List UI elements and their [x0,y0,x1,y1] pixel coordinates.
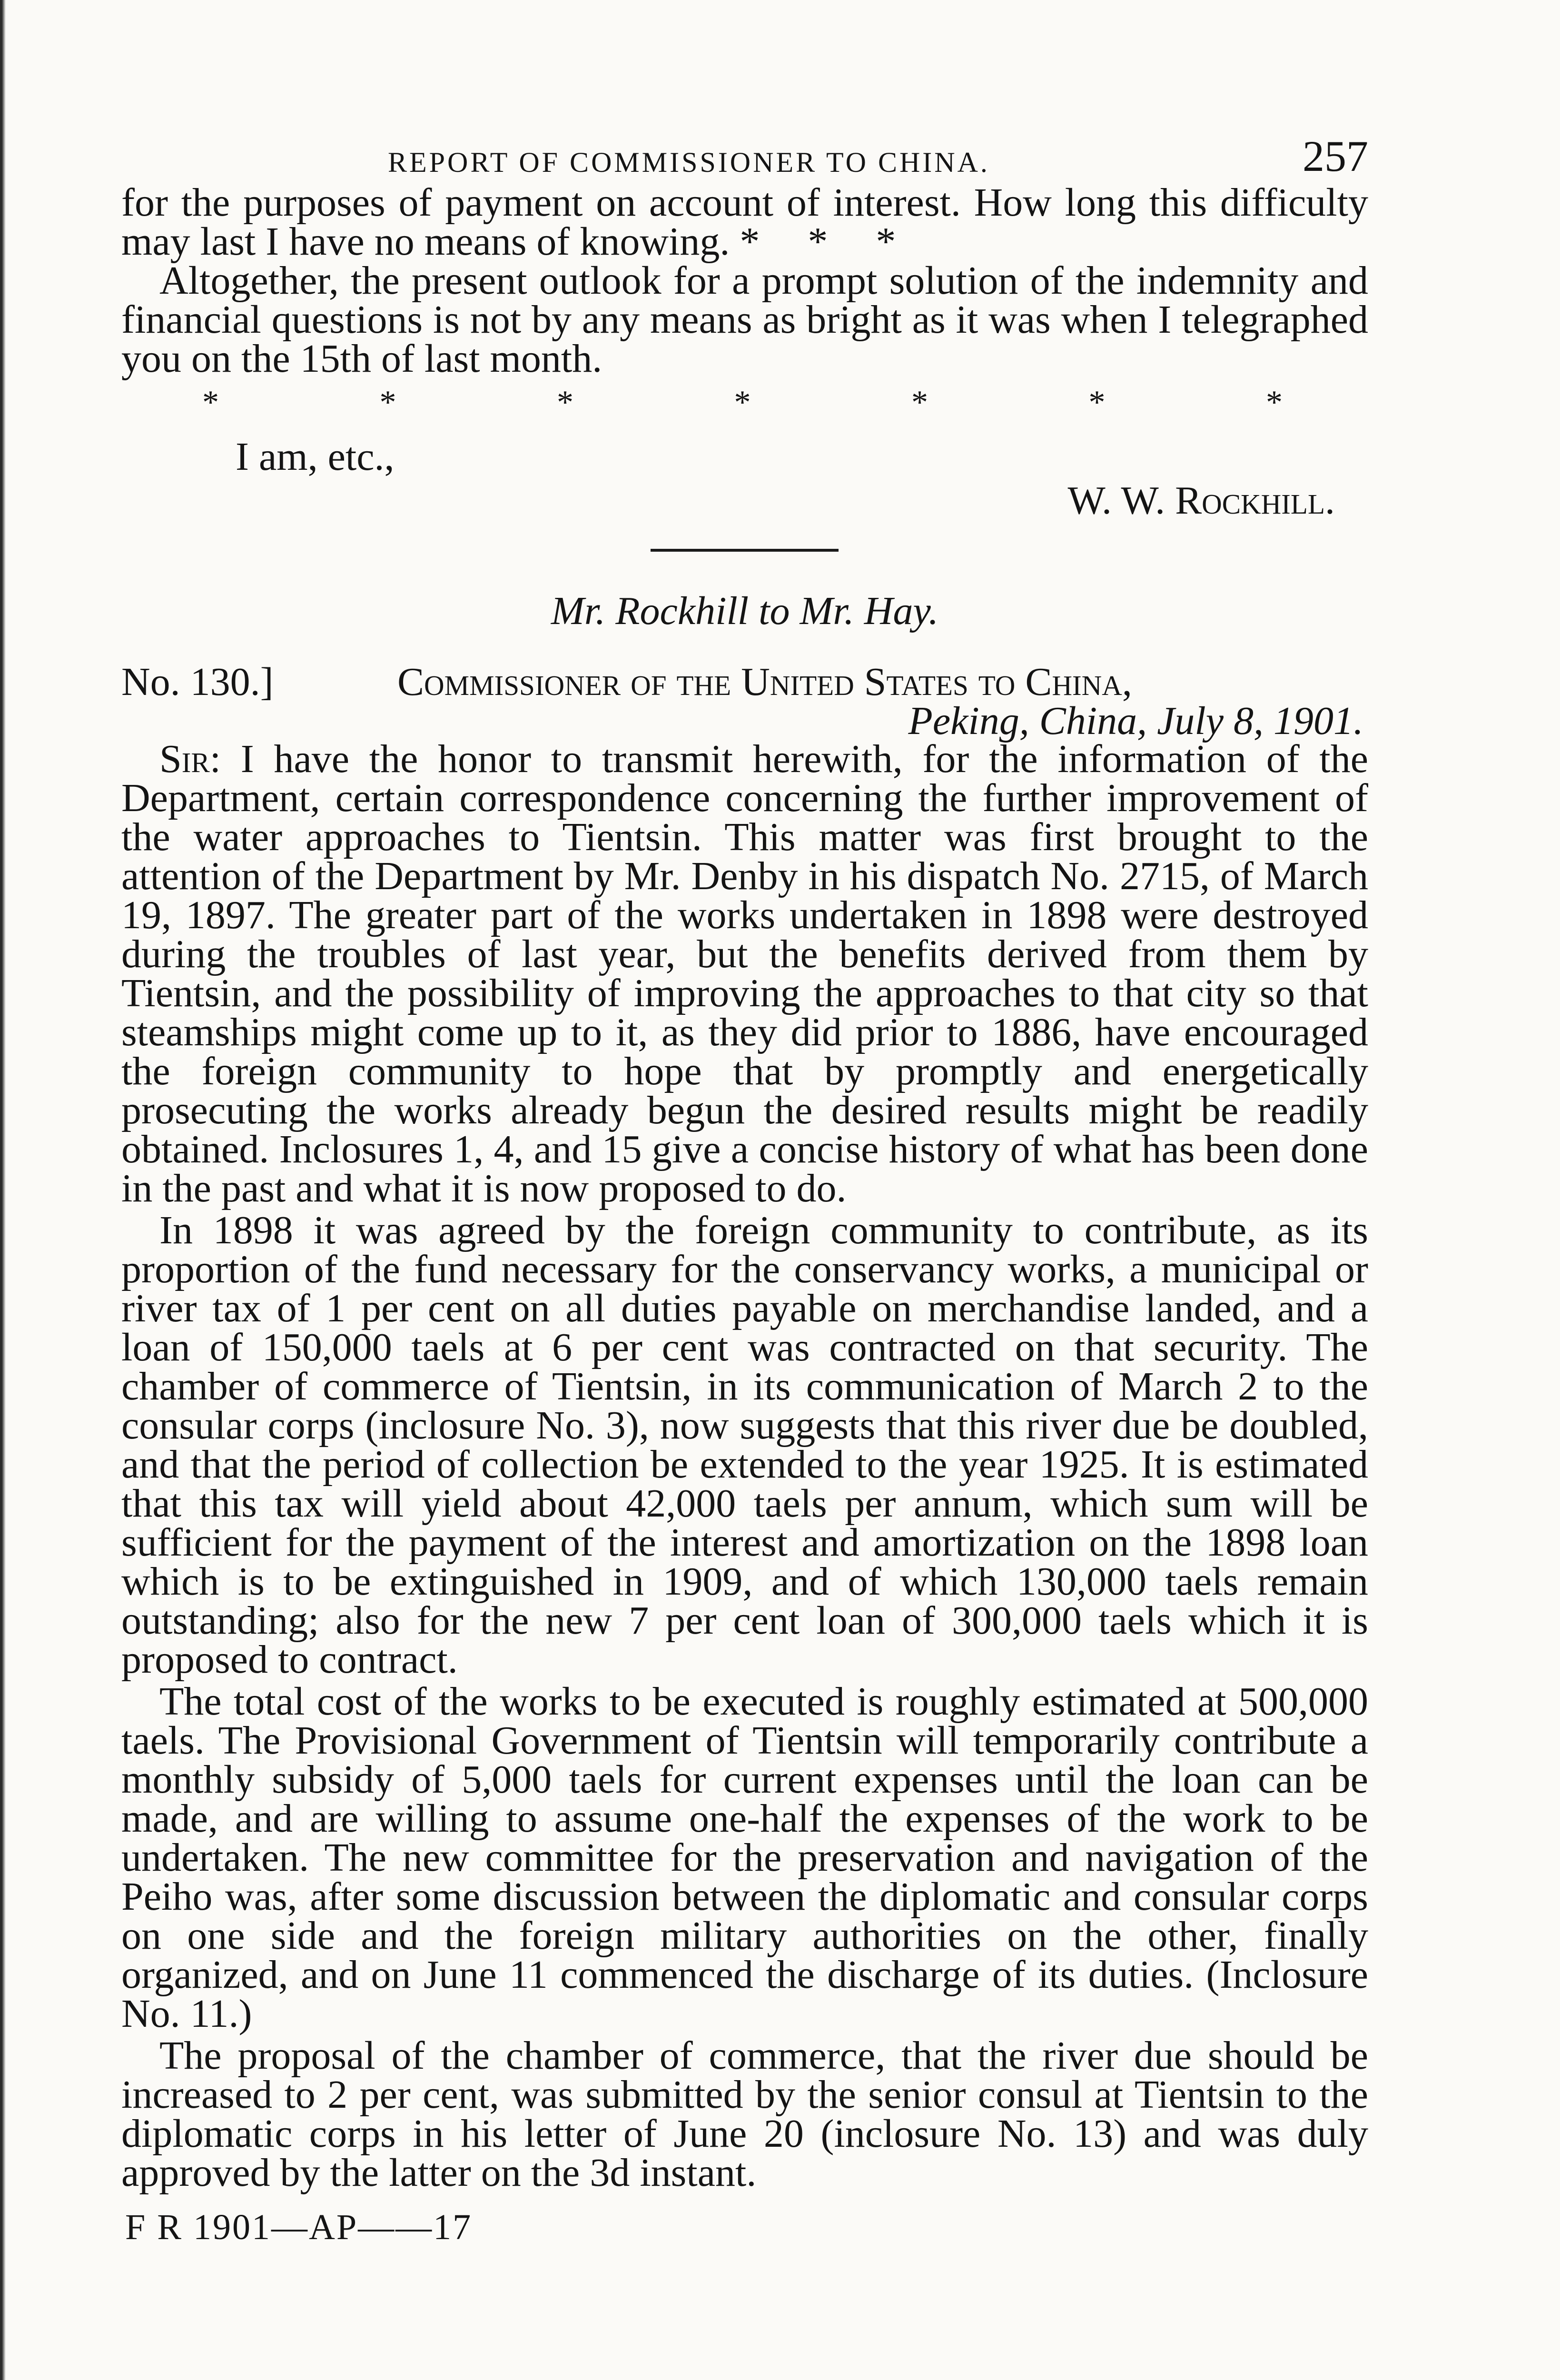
running-header [121,131,1368,183]
star: * [1266,384,1283,421]
signature-mark-text: F R 1901—AP——17 [125,2207,473,2247]
page-edge [0,0,7,2380]
star: * [734,384,751,421]
star: * [1088,384,1106,421]
letter-paragraph-2: In 1898 it was agreed by the foreign community to contribute, as its proportion of the fund necessary for the conservancy works, a municipal or river tax of 1 per cent on all duties payable on merchandise landed, and a loan of 150,000 taels at 6 per cent was contracted on that security. The chamber of commerce of Tientsin, in its communication of March 2 to the consular corps (inclosure No. 3), now suggests that this river due be doubled, and that the period of collection be extended to the year 1925. It is estimated that this tax will yield about 42,000 taels per annum, which sum will be sufficient for the payment of the interest and amortization on the 1898 loan which is to be extinguished in 1909, and of which 130,000 taels remain outstanding; also for the new 7 per cent loan of 300,000 taels which it is proposed to contract. [121,1208,1368,1682]
ellipsis-stars: * * * [740,219,915,264]
letter-paragraph-4: The proposal of the chamber of commerce, that the river due should be increased to 2 per cent, was submitted by the senior consul at Tientsin to the diplomatic corps in his letter of June 20 (inclosure No. 13) and was duly approved by the latter on the 3d instant. [121,2033,1368,2195]
letter-paragraph-1 [121,737,1369,1210]
closing-phrase: I am, etc., [236,435,395,479]
dispatch-header [121,659,1368,743]
salutation: Sir: [159,737,221,781]
paragraph-text: I have the honor to transmit herewith, for the information of the Department, certain correspondence concerning the further improvement of the water approaches to Tientsin. This matter was first brought to the attention of the Department by Mr. Denby in his dispatch No. 2715, of March 19, 1897. The greater part of the works undertaken in 1898 were destroyed during the troubles of last year, but the benefits derived from them by Tientsin, and the possibility of improving the approaches to that city so that steamships might come up to it, as they did prior to 1886, have encouraged the foreign community to hope that by promptly and energetically prosecuting the works already begun the desired results might be readily obtained. Inclosures 1, 4, and 15 give a concise history of what has been done in the past and what it is now proposed to do. [121,737,1369,1210]
dispatch-number: No. 130.] [121,660,274,704]
document-page [121,131,1368,2248]
star: * [202,384,219,421]
section-divider [651,549,839,552]
letter-heading: Mr. Rockhill to Mr. Hay. [551,589,939,633]
dispatch-sender: Commissioner of the United States to China, [397,660,1132,704]
page-number: 257 [1303,132,1368,180]
letter-paragraph-3: The total cost of the works to be executed is roughly estimated at 500,000 taels. The Provisional Government of Tientsin will temporarily contribute a monthly subsidy of 5,000 taels for current expenses until the loan can be made, and are willing to assume one-half the expenses of the work to be undertaken. The new committee for the preservation and navigation of the Peiho was, after some discussion between the diplomatic and consular corps on one side and the foreign military authorities on the other, finally organized, and on June 11 commenced the discharge of its duties. (Inclosure No. 11.) [121,1679,1368,2036]
dispatch-place-date: Peking, China, July 8, 1901. [908,699,1363,743]
running-title: REPORT OF COMMISSIONER TO CHINA. [388,147,990,178]
omission-stars [121,378,1368,424]
star: * [379,384,396,421]
signature-mark [121,2207,1368,2248]
paragraph-outlook: Altogether, the present outlook for a prompt solution of the indemnity and financial questions is not by any means as bright as it was when I telegraphed you on the 15th of last month. [121,258,1368,381]
paragraph-continued [121,180,1368,264]
star: * [911,384,928,421]
paragraph-text: for the purposes of payment on account of interest. How long this difficulty may last I have no means of knowing. [121,180,1368,264]
star: * [557,384,573,421]
signature: W. W. Rockhill. [1067,478,1335,523]
